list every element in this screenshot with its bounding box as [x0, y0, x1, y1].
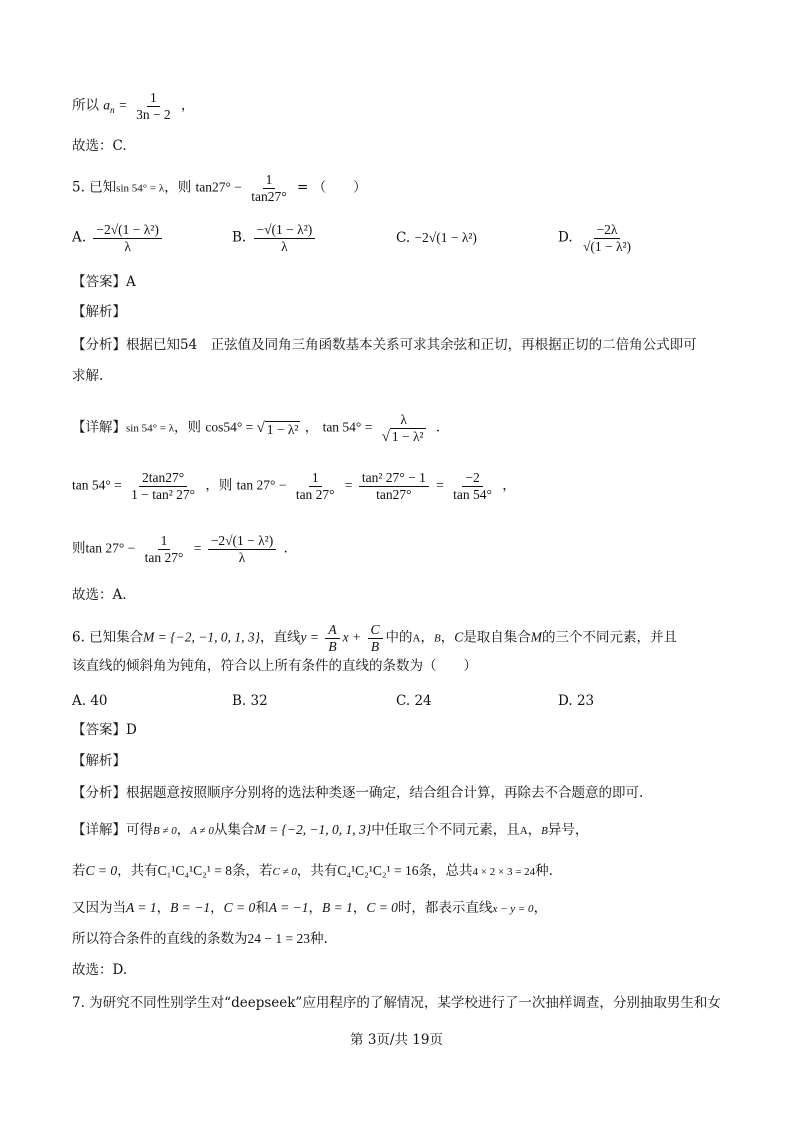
answer-line: 【答案】D — [72, 722, 137, 738]
detail-line-3: 则tan 27° − $\frac{1}{\tan 27^\circ}$ = $\frac{\text{−2√(1 − λ²)}}{\lambda}$ . — [72, 533, 288, 565]
fraction: $\frac{1}{3n - 2}$ — [136, 90, 171, 122]
answer-line: 【答案】A — [72, 274, 136, 290]
question-6-stem-1: 6. 已知集合M = {−2, −1, 0, 1, 3}，直线y = $\frac{A}{B}$ x + $\frac{C}{B}$ 中的A，B，C是取自集合M的三个不同元素，并且 — [72, 622, 677, 654]
math-var: a — [103, 97, 111, 113]
option-b: B. 32 — [232, 693, 268, 709]
option-c: C. 24 — [396, 693, 432, 709]
option-d: D. 23 — [558, 693, 595, 709]
fenxi-line-1: 【分析】根据已知54 正弦值及同角三角函数基本关系可求其余弦和正切，再根据正切的二倍角公式即可 — [72, 337, 697, 353]
text: 所以 — [72, 97, 99, 114]
option-a: A. 40 — [72, 693, 108, 709]
detail-line-2: 若C = 0，共有C₁¹C₄¹C₂¹ = 8条，若C ≠ 0，共有C₄¹C₂¹C₂¹ = 16条，总共4 × 2 × 3 = 24种. — [72, 863, 553, 879]
math-sub: n — [110, 106, 115, 117]
choice-line: 故选：A. — [72, 587, 127, 603]
detail-line-1: 【详解】sin 54° = λ，则 cos54° = √ 1 − λ² ， tan 54° = $\frac{\lambda}{\text{√ 1 − λ²}}$ . — [72, 412, 441, 445]
question-7-stem: 7. 为研究不同性别学生对“deepseek”应用程序的了解情况，某学校进行了一次抽样调查，分别抽取男生和女 — [72, 995, 721, 1011]
detail-line-4: 所以符合条件的直线的条数为24 − 1 = 23种. — [72, 931, 328, 947]
question-5-stem: 5. 已知sin 54° = λ，则 tan27° − $\frac{1}{\tan 27^\circ}$ = （ ） — [72, 172, 367, 204]
detail-line-1: 【详解】可得B ≠ 0，A ≠ 0从集合M = {−2, −1, 0, 1, 3}中任取三个不同元素，且A，B异号， — [72, 822, 589, 838]
detail-line-3: 又因为当A = 1，B = −1，C = 0和A = −1，B = 1，C = 0时，都表示直线x − y = 0， — [72, 900, 548, 916]
analysis-label: 【解析】 — [72, 304, 126, 320]
fraction: $\frac{1}{\tan 27^\circ}$ — [251, 172, 287, 204]
fenxi-line: 【分析】根据题意按照顺序分别将的选法种类逐一确定，结合组合计算，再除去不合题意的即可. — [72, 785, 644, 801]
fenxi-line-2: 求解. — [72, 368, 104, 384]
text: ， — [180, 97, 195, 114]
detail-line-2: tan 54° = $\frac{2\tan 27^\circ}{\text{1 − tan² 27°}}$ ，则 tan 27° − $\frac{1}{\tan 27^\circ}$ = $\frac{\text{tan² 27° − 1}}{\tan 27^\circ}$ = $\frac{-2}{\tan 54^\circ}$ ， — [72, 470, 516, 502]
option-b: B. $\frac{\text{−√(1 − λ²)}}{\lambda}$ — [232, 222, 318, 254]
option-d: D. $\frac{-2\lambda}{\text{√(1 − λ²)}}$ — [558, 222, 632, 254]
answer-continuation: 所以 $a_n$ = $\frac{1}{3n - 2}$ ， — [72, 90, 195, 122]
question-6-stem-2: 该直线的倾斜角为钝角，符合以上所有条件的直线的条数为（ ） — [72, 658, 477, 674]
option-a: A. $\frac{\text{−2√(1 − λ²)}}{\lambda}$ — [72, 222, 165, 254]
analysis-label: 【解析】 — [72, 753, 126, 769]
page-footer: 第 3页/共 19页 — [350, 1032, 443, 1048]
choice-line: 故选：C. — [72, 138, 127, 154]
choice-line: 故选：D. — [72, 962, 128, 978]
option-c: C. −2√(1 − λ²) — [396, 230, 477, 246]
